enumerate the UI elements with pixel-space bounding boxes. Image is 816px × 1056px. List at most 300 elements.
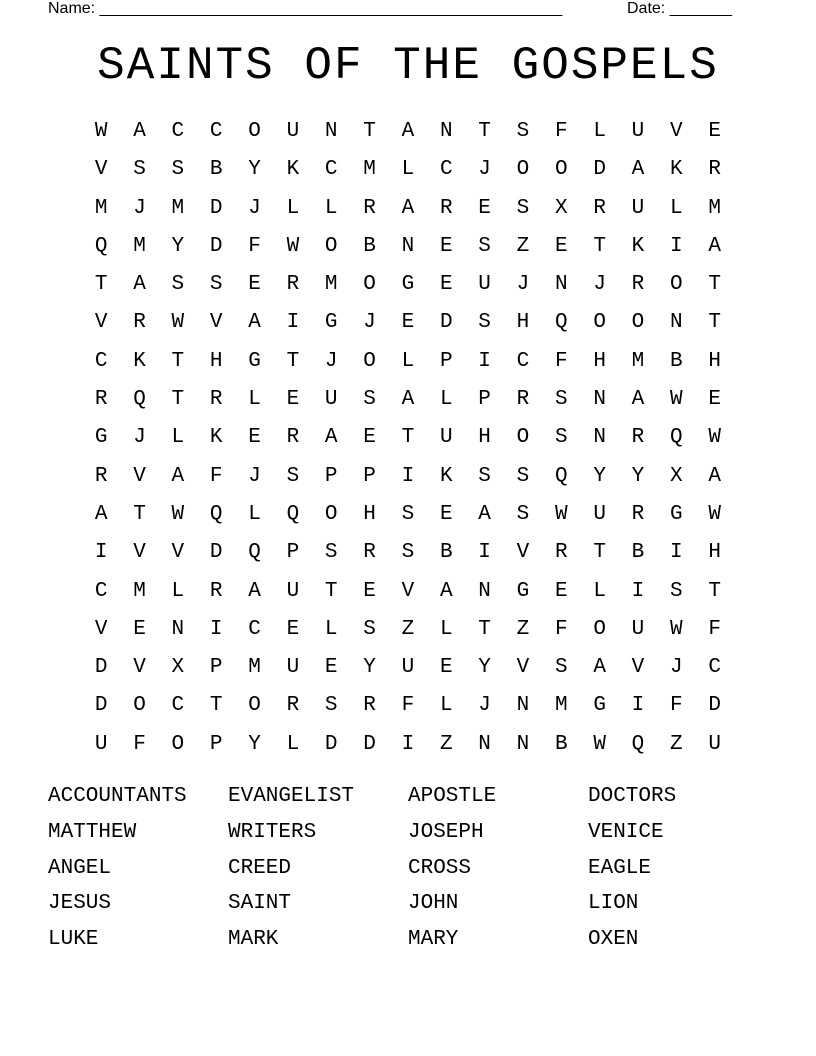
grid-cell: I xyxy=(631,694,645,718)
word-list-item: JOHN xyxy=(408,892,459,916)
grid-cell: L xyxy=(171,579,185,603)
grid-cell: G xyxy=(248,349,261,373)
grid-cell: R xyxy=(554,541,568,565)
grid-cell: S xyxy=(209,273,223,297)
grid-cell: J xyxy=(516,273,530,297)
grid-cell: F xyxy=(554,120,568,143)
grid-cell: P xyxy=(324,464,338,488)
word-list-row xyxy=(48,854,768,890)
word-list-item: APOSTLE xyxy=(408,785,497,808)
grid-cell: K xyxy=(670,158,683,182)
grid-cell: O xyxy=(324,502,338,526)
grid-cell: F xyxy=(554,349,568,373)
grid-cell: R xyxy=(516,388,530,412)
grid-cell: G xyxy=(670,502,683,526)
word-list-item: CROSS xyxy=(408,856,472,880)
grid-cell: Q xyxy=(286,502,300,526)
grid-cell: R xyxy=(631,426,645,450)
grid-cell: X xyxy=(554,196,568,220)
grid-cell: G xyxy=(516,579,530,603)
grid-cell: M xyxy=(133,579,146,603)
grid-cell: C xyxy=(516,349,530,373)
grid-cell: F xyxy=(133,732,146,756)
grid-cell: Z xyxy=(516,234,530,258)
grid-cell: H xyxy=(516,311,530,335)
grid-cell: T xyxy=(133,502,146,526)
grid-cell: L xyxy=(286,732,300,756)
name-field-label: Name: ____________________________________________________ xyxy=(48,0,563,17)
grid-cell: S xyxy=(363,617,376,641)
grid-cell: U xyxy=(286,579,300,603)
grid-cell: N xyxy=(516,732,530,756)
grid-cell: T xyxy=(324,579,338,603)
grid-cell: I xyxy=(209,617,223,641)
grid-row xyxy=(82,304,734,342)
grid-cell: S xyxy=(554,426,568,450)
grid-row xyxy=(82,113,734,151)
grid-cell: D xyxy=(324,732,338,756)
grid-cell: M xyxy=(133,234,146,258)
grid-cell: O xyxy=(171,732,185,756)
grid-cell: M xyxy=(248,656,261,680)
grid-cell: R xyxy=(631,502,645,526)
grid-cell: U xyxy=(324,388,338,412)
grid-cell: N xyxy=(670,311,683,335)
grid-cell: E xyxy=(478,196,491,220)
grid-cell: P xyxy=(286,541,300,565)
grid-cell: T xyxy=(593,541,606,565)
grid-cell: Q xyxy=(670,426,683,450)
grid-row xyxy=(82,151,734,189)
grid-cell: S xyxy=(133,158,146,182)
grid-cell: S xyxy=(516,196,530,220)
word-list-row xyxy=(48,818,768,854)
grid-cell: X xyxy=(670,464,683,488)
grid-cell: W xyxy=(593,732,606,756)
grid-cell: U xyxy=(401,656,415,680)
grid-cell: S xyxy=(401,541,415,565)
grid-cell: Y xyxy=(248,158,261,182)
grid-cell: S xyxy=(324,541,338,565)
grid-cell: R xyxy=(593,196,606,220)
grid-cell: D xyxy=(209,196,223,220)
grid-cell: W xyxy=(708,426,721,450)
grid-cell: A xyxy=(708,234,721,258)
grid-cell: R xyxy=(286,273,300,297)
grid-cell: E xyxy=(324,656,338,680)
grid-cell: A xyxy=(631,388,645,412)
grid-cell: E xyxy=(363,579,376,603)
grid-cell: C xyxy=(94,579,108,603)
grid-cell: U xyxy=(94,732,108,756)
grid-cell: S xyxy=(478,234,491,258)
grid-row xyxy=(82,458,734,496)
grid-cell: Z xyxy=(401,617,415,641)
grid-cell: L xyxy=(401,158,415,182)
grid-cell: S xyxy=(401,502,415,526)
grid-row xyxy=(82,190,734,228)
grid-cell: R xyxy=(439,196,453,220)
grid-cell: C xyxy=(94,349,108,373)
grid-cell: B xyxy=(209,158,223,182)
grid-cell: D xyxy=(708,694,721,718)
grid-cell: R xyxy=(363,541,376,565)
grid-cell: T xyxy=(708,311,721,335)
grid-cell: V xyxy=(94,158,108,182)
grid-cell: A xyxy=(94,502,108,526)
grid-cell: N xyxy=(516,694,530,718)
grid-cell: Y xyxy=(478,656,491,680)
grid-cell: L xyxy=(248,388,261,412)
grid-cell: M xyxy=(631,349,645,373)
grid-row xyxy=(82,419,734,457)
grid-cell: H xyxy=(708,541,721,565)
grid-cell: P xyxy=(209,732,223,756)
word-list-item: ANGEL xyxy=(48,856,112,880)
grid-cell: C xyxy=(209,120,223,143)
grid-cell: C xyxy=(248,617,261,641)
grid-cell: K xyxy=(439,464,453,488)
grid-cell: Q xyxy=(248,541,261,565)
grid-row xyxy=(82,228,734,266)
grid-cell: H xyxy=(593,349,606,373)
grid-cell: Y xyxy=(593,464,606,488)
word-list-item: MARY xyxy=(408,928,459,952)
grid-cell: L xyxy=(286,196,300,220)
grid-row xyxy=(82,573,734,611)
grid-cell: O xyxy=(133,694,146,718)
word-list-item: EAGLE xyxy=(588,856,652,880)
grid-cell: A xyxy=(631,158,645,182)
grid-cell: J xyxy=(363,311,376,335)
word-list-item: JOSEPH xyxy=(408,820,484,844)
grid-cell: A xyxy=(478,502,491,526)
grid-cell: F xyxy=(248,234,261,258)
grid-cell: R xyxy=(631,273,645,297)
grid-cell: R xyxy=(94,388,108,412)
grid-row xyxy=(82,726,734,764)
grid-cell: D xyxy=(209,234,223,258)
grid-cell: O xyxy=(363,273,376,297)
grid-cell: V xyxy=(133,656,146,680)
grid-cell: O xyxy=(593,311,606,335)
grid-cell: E xyxy=(439,234,453,258)
grid-cell: A xyxy=(401,196,415,220)
grid-cell: T xyxy=(708,579,721,603)
grid-cell: B xyxy=(554,732,568,756)
grid-cell: N xyxy=(478,579,491,603)
grid-cell: I xyxy=(478,541,491,565)
grid-cell: S xyxy=(286,464,300,488)
grid-cell: N xyxy=(478,732,491,756)
grid-cell: V xyxy=(209,311,223,335)
grid-cell: T xyxy=(478,120,491,143)
grid-cell: U xyxy=(631,120,645,143)
grid-cell: T xyxy=(171,349,185,373)
header xyxy=(0,0,816,20)
grid-cell: D xyxy=(94,656,108,680)
grid-cell: A xyxy=(401,120,415,143)
grid-cell: L xyxy=(439,617,453,641)
grid-cell: I xyxy=(286,311,300,335)
grid-cell: Z xyxy=(516,617,530,641)
grid-cell: J xyxy=(133,426,146,450)
grid-cell: Y xyxy=(363,656,376,680)
grid-cell: S xyxy=(554,656,568,680)
grid-cell: U xyxy=(593,502,606,526)
grid-row xyxy=(82,266,734,304)
grid-cell: M xyxy=(708,196,721,220)
grid-cell: J xyxy=(670,656,683,680)
grid-cell: B xyxy=(363,234,376,258)
grid-cell: V xyxy=(94,311,108,335)
grid-cell: S xyxy=(516,120,530,143)
word-list-row xyxy=(48,925,768,961)
grid-cell: Q xyxy=(209,502,223,526)
grid-cell: K xyxy=(133,349,146,373)
grid-cell: M xyxy=(94,196,108,220)
grid-cell: O xyxy=(248,120,261,143)
grid-cell: L xyxy=(439,694,453,718)
grid-cell: J xyxy=(593,273,606,297)
grid-cell: U xyxy=(631,196,645,220)
grid-cell: C xyxy=(708,656,721,680)
grid-cell: E xyxy=(554,579,568,603)
grid-cell: Y xyxy=(631,464,645,488)
grid-cell: A xyxy=(593,656,606,680)
grid-cell: R xyxy=(286,694,300,718)
grid-cell: E xyxy=(439,273,453,297)
grid-cell: F xyxy=(401,694,415,718)
grid-cell: R xyxy=(209,579,223,603)
grid-cell: T xyxy=(593,234,606,258)
grid-cell: C xyxy=(171,120,185,143)
grid-cell: L xyxy=(593,120,606,143)
grid-cell: O xyxy=(554,158,568,182)
grid-cell: C xyxy=(439,158,453,182)
word-list-item: VENICE xyxy=(588,820,664,844)
grid-cell: A xyxy=(171,464,185,488)
date-field-label: Date: _______ xyxy=(627,0,732,17)
grid-cell: A xyxy=(324,426,338,450)
grid-cell: N xyxy=(439,120,453,143)
word-list-row xyxy=(48,782,768,818)
grid-cell: L xyxy=(401,349,415,373)
grid-cell: H xyxy=(708,349,721,373)
grid-cell: T xyxy=(478,617,491,641)
word-list-item: MATTHEW xyxy=(48,820,137,844)
grid-cell: Q xyxy=(94,234,108,258)
grid-cell: X xyxy=(171,656,185,680)
grid-cell: O xyxy=(363,349,376,373)
grid-cell: L xyxy=(670,196,683,220)
grid-cell: N xyxy=(593,388,606,412)
grid-cell: F xyxy=(670,694,683,718)
word-list-item: EVANGELIST xyxy=(228,785,355,808)
grid-row xyxy=(82,343,734,381)
grid-cell: B xyxy=(439,541,453,565)
grid-cell: C xyxy=(171,694,185,718)
grid-cell: S xyxy=(363,388,376,412)
grid-cell: W xyxy=(286,234,300,258)
grid-cell: E xyxy=(439,502,453,526)
grid-cell: J xyxy=(478,694,491,718)
grid-cell: E xyxy=(439,656,453,680)
grid-cell: A xyxy=(248,579,261,603)
grid-cell: W xyxy=(94,120,108,143)
grid-cell: R xyxy=(363,196,376,220)
grid-cell: L xyxy=(248,502,261,526)
grid-cell: I xyxy=(94,541,108,565)
grid-cell: K xyxy=(631,234,645,258)
word-list-item: LION xyxy=(588,892,639,916)
grid-cell: I xyxy=(670,234,683,258)
grid-cell: D xyxy=(363,732,376,756)
word-search-grid xyxy=(82,113,734,764)
word-list xyxy=(48,782,768,961)
grid-cell: Z xyxy=(670,732,683,756)
grid-cell: W xyxy=(670,617,683,641)
grid-cell: D xyxy=(94,694,108,718)
grid-cell: T xyxy=(94,273,108,297)
grid-cell: W xyxy=(171,311,185,335)
grid-cell: J xyxy=(324,349,338,373)
grid-cell: S xyxy=(171,158,185,182)
grid-cell: E xyxy=(133,617,146,641)
grid-cell: J xyxy=(478,158,491,182)
grid-cell: L xyxy=(324,617,338,641)
grid-cell: O xyxy=(670,273,683,297)
grid-cell: J xyxy=(248,464,261,488)
grid-cell: Z xyxy=(439,732,453,756)
grid-cell: V xyxy=(516,541,530,565)
grid-cell: T xyxy=(209,694,223,718)
grid-cell: T xyxy=(286,349,300,373)
grid-cell: B xyxy=(670,349,683,373)
grid-cell: H xyxy=(209,349,223,373)
grid-cell: F xyxy=(708,617,721,641)
grid-cell: E xyxy=(554,234,568,258)
grid-cell: D xyxy=(593,158,606,182)
grid-cell: J xyxy=(133,196,146,220)
grid-cell: P xyxy=(439,349,453,373)
grid-cell: M xyxy=(171,196,185,220)
grid-cell: I xyxy=(401,464,415,488)
grid-cell: N xyxy=(401,234,415,258)
grid-cell: R xyxy=(94,464,108,488)
grid-cell: G xyxy=(593,694,606,718)
grid-cell: G xyxy=(94,426,108,450)
grid-cell: V xyxy=(670,120,683,143)
grid-cell: L xyxy=(439,388,453,412)
grid-cell: N xyxy=(171,617,185,641)
grid-cell: E xyxy=(708,120,721,143)
grid-cell: R xyxy=(708,158,721,182)
grid-cell: I xyxy=(401,732,415,756)
grid-cell: G xyxy=(401,273,415,297)
grid-cell: P xyxy=(478,388,491,412)
grid-cell: J xyxy=(248,196,261,220)
grid-cell: F xyxy=(209,464,223,488)
grid-cell: W xyxy=(171,502,185,526)
grid-cell: M xyxy=(554,694,568,718)
grid-cell: R xyxy=(209,388,223,412)
grid-cell: I xyxy=(631,579,645,603)
grid-cell: A xyxy=(133,273,146,297)
grid-cell: A xyxy=(439,579,453,603)
grid-row xyxy=(82,534,734,572)
grid-cell: O xyxy=(516,426,530,450)
grid-cell: S xyxy=(670,579,683,603)
grid-row xyxy=(82,649,734,687)
grid-cell: O xyxy=(248,694,261,718)
word-list-item: JESUS xyxy=(48,892,112,916)
grid-cell: G xyxy=(324,311,338,335)
grid-cell: E xyxy=(363,426,376,450)
grid-cell: S xyxy=(554,388,568,412)
grid-cell: N xyxy=(324,120,338,143)
grid-cell: N xyxy=(593,426,606,450)
grid-cell: U xyxy=(286,120,300,143)
grid-cell: R xyxy=(133,311,146,335)
grid-cell: O xyxy=(631,311,645,335)
grid-cell: U xyxy=(478,273,491,297)
grid-cell: S xyxy=(478,464,491,488)
grid-cell: E xyxy=(248,273,261,297)
grid-row xyxy=(82,381,734,419)
grid-cell: Y xyxy=(171,234,185,258)
word-list-item: WRITERS xyxy=(228,820,317,844)
word-list-item: ACCOUNTANTS xyxy=(48,785,187,808)
grid-cell: E xyxy=(286,388,300,412)
grid-cell: M xyxy=(324,273,338,297)
grid-cell: F xyxy=(554,617,568,641)
grid-cell: V xyxy=(133,541,146,565)
grid-cell: A xyxy=(401,388,415,412)
grid-cell: K xyxy=(286,158,300,182)
grid-cell: S xyxy=(171,273,185,297)
grid-cell: S xyxy=(516,464,530,488)
grid-cell: E xyxy=(401,311,415,335)
grid-cell: T xyxy=(171,388,185,412)
grid-cell: V xyxy=(516,656,530,680)
grid-cell: L xyxy=(171,426,185,450)
word-list-row xyxy=(48,889,768,925)
grid-cell: S xyxy=(478,311,491,335)
grid-cell: W xyxy=(554,502,568,526)
grid-cell: A xyxy=(133,120,146,143)
grid-cell: L xyxy=(324,196,338,220)
grid-cell: T xyxy=(363,120,376,143)
grid-cell: I xyxy=(670,541,683,565)
grid-cell: O xyxy=(516,158,530,182)
grid-cell: M xyxy=(363,158,376,182)
grid-cell: Q xyxy=(554,464,568,488)
grid-cell: T xyxy=(401,426,415,450)
grid-cell: T xyxy=(708,273,721,297)
grid-cell: B xyxy=(631,541,645,565)
grid-cell: V xyxy=(133,464,146,488)
grid-cell: Y xyxy=(248,732,261,756)
grid-cell: K xyxy=(209,426,223,450)
grid-cell: W xyxy=(670,388,683,412)
grid-cell: S xyxy=(324,694,338,718)
grid-cell: E xyxy=(248,426,261,450)
grid-cell: H xyxy=(363,502,376,526)
word-list-item: DOCTORS xyxy=(588,785,677,808)
grid-cell: N xyxy=(554,273,568,297)
grid-cell: E xyxy=(708,388,721,412)
